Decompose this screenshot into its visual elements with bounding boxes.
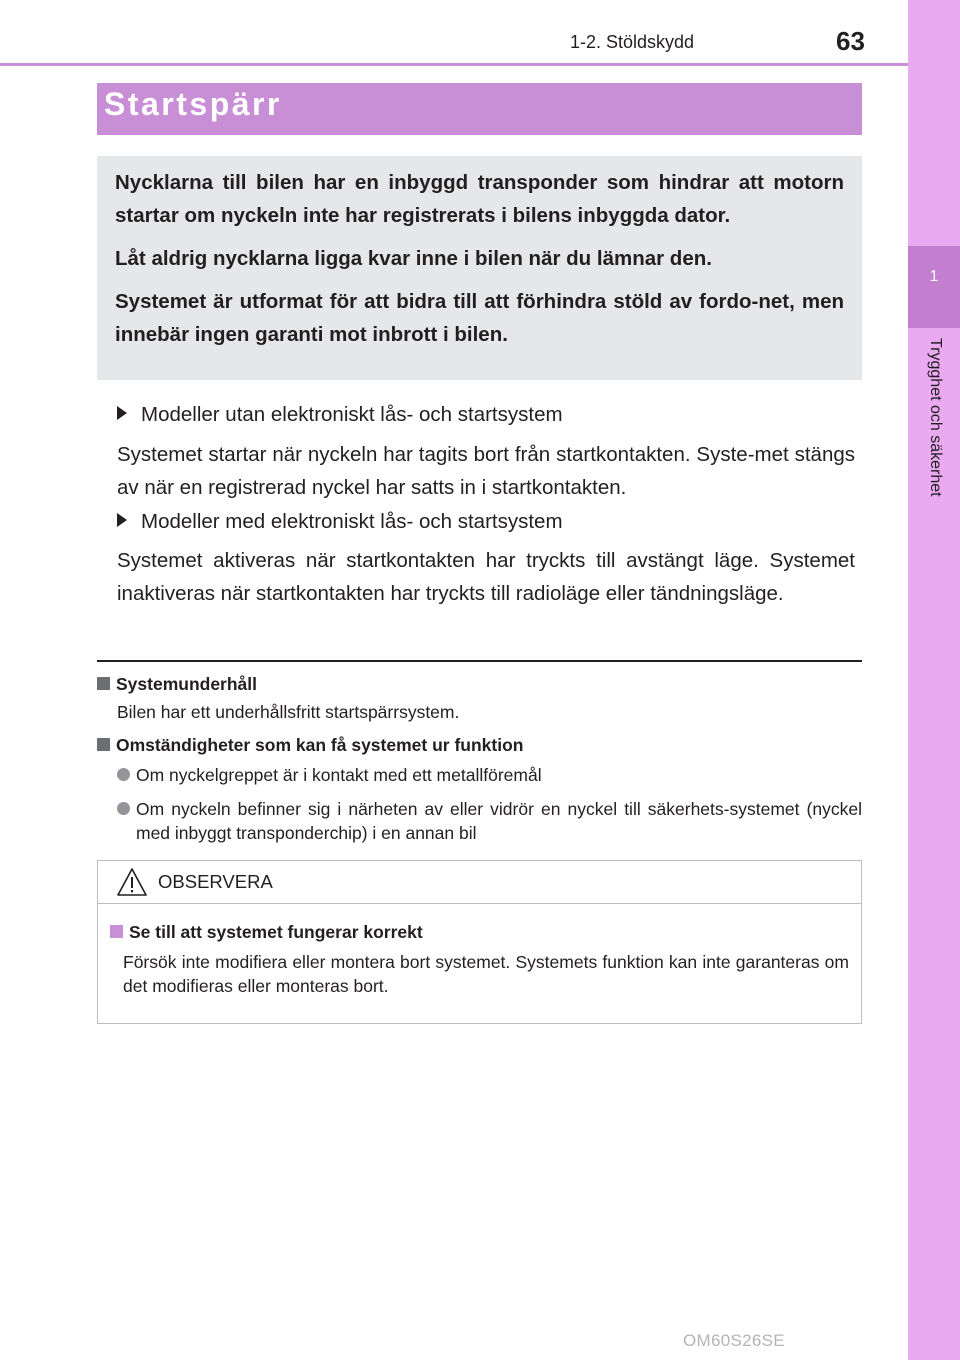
list-item-text: Om nyckelgreppet är i kontakt med ett metallföremål [136,765,542,785]
square-bullet-icon [97,738,110,751]
warning-triangle-icon [116,867,148,897]
caution-box [97,860,862,1024]
footer-watermark: OM60S26SE [683,1331,785,1350]
chapter-number: 1 [929,268,939,285]
list-item-text: Om nyckeln befinner sig i närheten av eller vidrör en nyckel till säkerhets-systemet (nyckel med inbyggt transponderchip) i en annan bil [136,799,862,843]
note-circumstances [97,733,862,845]
caution-heading: Se till att systemet fungerar korrekt [129,922,423,942]
note-text: Bilen har ett underhållsfritt startspärrsystem. [117,702,460,722]
intro-paragraph: Nycklarna till bilen har en inbyggd transponder som hindrar att motorn startar om nyckeln inte har registrerats i bilens inbyggda dator. [115,171,844,227]
caution-text: Försök inte modifiera eller montera bort systemet. Systemets funktion kan inte garanteras om det modifieras eller monteras bort. [123,952,849,996]
note-heading: Systemunderhåll [116,674,258,694]
triangle-bullet-icon [117,406,127,420]
triangle-bullet-icon [117,513,127,527]
chapter-side-tab [908,0,960,1360]
intro-paragraph: Låt aldrig nycklarna ligga kvar inne i bilen när du lämnar den. [115,247,712,270]
square-bullet-icon [97,677,110,690]
chapter-title: Trygghet och säkerhet [927,338,944,497]
model-description: Systemet startar när nyckeln har tagits bort från startkontakten. Syste-met stängs av när en registrerad nyckel har satts in i startkontakten. [117,443,855,499]
round-bullet-icon [117,802,130,815]
section-divider [97,660,862,662]
caution-body [98,904,861,998]
list-item [97,797,862,845]
model-description: Systemet aktiveras när startkontakten har tryckts till avstängt läge. Systemet inaktiveras när startkontakten har tryckts till radioläge eller tändningsläge. [117,549,855,605]
model-heading-text: Modeller utan elektroniskt lås- och startsystem [141,403,563,426]
caution-label: OBSERVERA [158,871,273,892]
model-heading-with-smart-key [117,507,563,537]
model-heading-text: Modeller med elektroniskt lås- och startsystem [141,510,563,533]
section-label: 1-2. Stöldskydd [570,32,695,52]
note-maintenance [97,672,459,724]
intro-box [97,156,862,380]
header-rule [0,63,908,66]
caution-header [98,861,861,904]
model-heading-without-smart-key [117,400,563,430]
chapter-number-tab[interactable] [908,246,960,328]
note-heading: Omständigheter som kan få systemet ur funktion [116,735,524,755]
square-bullet-icon [110,925,123,938]
page-number: 63 [836,26,865,56]
intro-paragraph: Systemet är utformat för att bidra till att förhindra stöld av fordo-net, men innebär ingen garanti mot inbrott i bilen. [115,290,844,346]
list-item [97,763,862,787]
round-bullet-icon [117,768,130,781]
page-title: Startspärr [104,86,282,122]
